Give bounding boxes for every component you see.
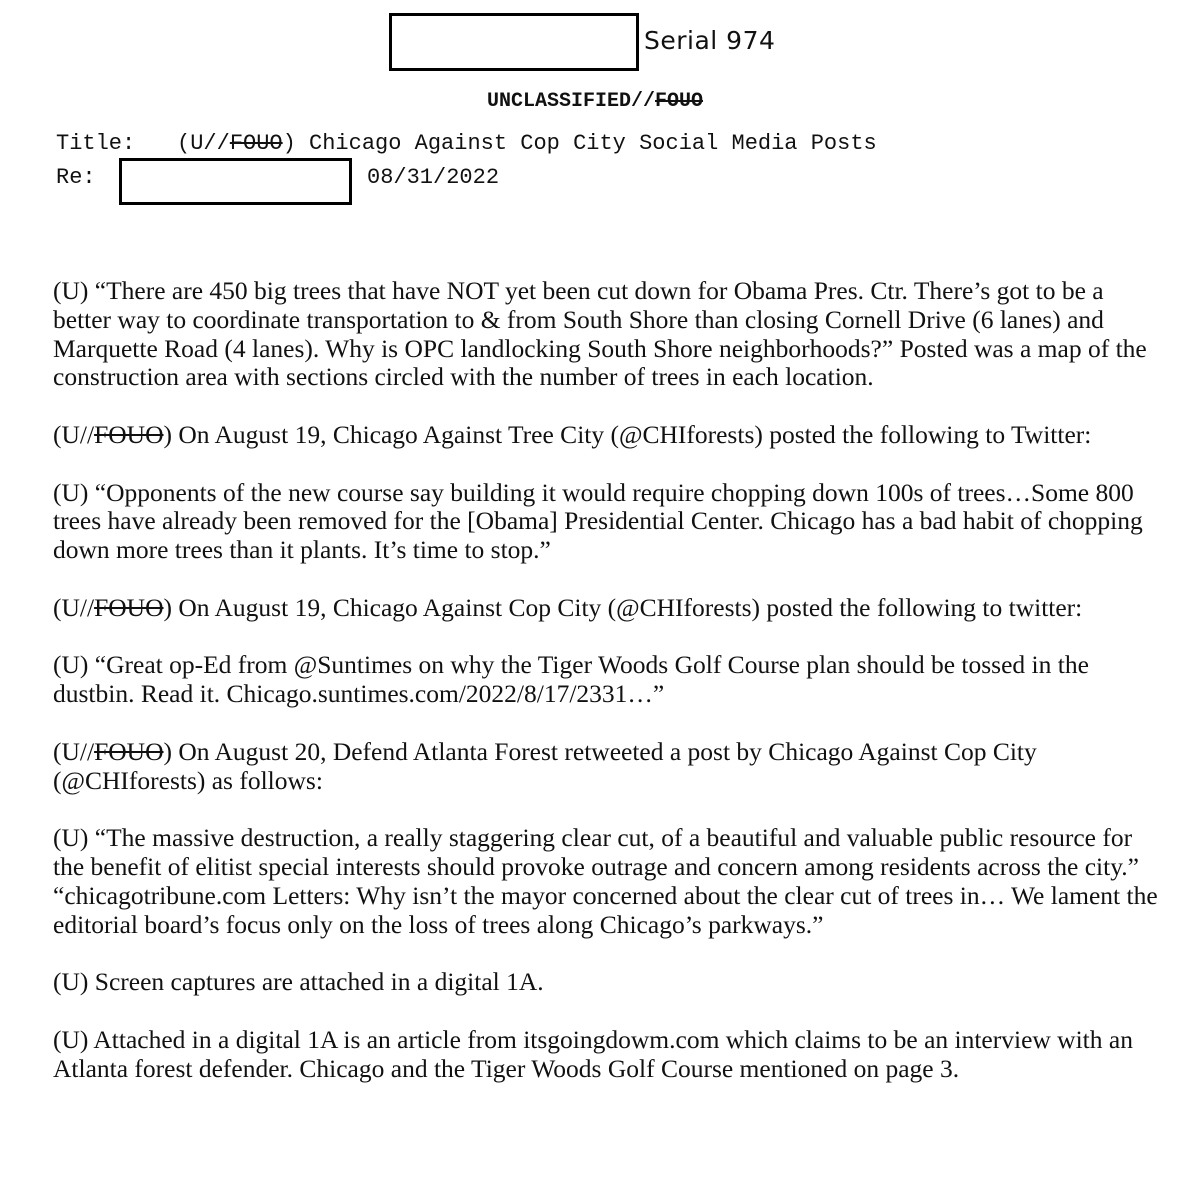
title-prefix: (U// — [177, 131, 230, 156]
serial-number: Serial 974 — [644, 26, 776, 55]
document-body — [53, 277, 1158, 1112]
paragraph-struck-marking: FOUO — [94, 736, 164, 766]
paragraph-text: “Great op-Ed from @Suntimes on why the Tiger Woods Golf Course plan should be tossed in the dustbin. Read it. Chicago.suntimes.com/2022/8/17/2331…” — [53, 650, 1089, 709]
classification-marking — [0, 90, 1180, 113]
paragraph — [53, 1026, 1158, 1084]
paragraph-marking: (U) — [53, 967, 95, 997]
classification-struck-text: FOUO — [655, 90, 704, 113]
paragraph-text: “There are 450 big trees that have NOT yet been cut down for Obama Pres. Ctr. There’s got to be a better way to coordinate transportation to & from South Shore than closing Cornell Drive (6 lanes) and Marquette Road (4 lanes). Why is OPC landlocking South Shore neighborhoods?” Posted was a map of the construction area with sections circled with the number of trees in each location. — [53, 276, 1147, 392]
classification-text: UNCLASSIFIED// — [486, 90, 655, 113]
title-text: ) Chicago Against Cop City Social Media Posts — [282, 131, 877, 156]
paragraph — [53, 738, 1158, 796]
paragraph-text: “Opponents of the new course say building it would require chopping down 100s of trees…Some 800 trees have already been removed for the [Obama] Presidential Center. Chicago has a bad habit of chopping down more trees than it plants. It’s time to stop.” — [53, 477, 1143, 565]
paragraph-text: Screen captures are attached in a digital 1A. — [94, 967, 544, 997]
paragraph-marking: (U) — [53, 823, 95, 853]
document-title — [177, 131, 877, 156]
paragraph-text: ) On August 20, Defend Atlanta Forest retweeted a post by Chicago Against Cop City (@CHIforests) as follows: — [53, 736, 1037, 795]
paragraph — [53, 421, 1158, 450]
paragraph-marking: (U) — [53, 477, 95, 507]
re-label: Re: — [56, 165, 96, 190]
paragraph — [53, 277, 1158, 392]
paragraph-marking: (U) — [53, 276, 95, 305]
document-date: 08/31/2022 — [367, 165, 500, 190]
redaction-box-serial — [389, 13, 639, 71]
paragraph-marking: (U) — [53, 650, 95, 680]
paragraph — [53, 968, 1158, 997]
paragraph — [53, 479, 1158, 565]
title-struck-marking: FOUO — [229, 131, 283, 156]
paragraph-text: Attached in a digital 1A is an article from itsgoingdowm.com which claims to be an interview with an Atlanta forest defender. Chicago and the Tiger Woods Golf Course mentioned on page 3. — [53, 1024, 1133, 1083]
paragraph-struck-marking: FOUO — [94, 592, 164, 622]
paragraph-text: “The massive destruction, a really staggering clear cut, of a beautiful and valuable public resource for the benefit of elitist special interests should provoke outrage and concern among residents across the city.” “chicagotribune.com Letters: Why isn’t the mayor concerned about the clear cut of trees in… We lament the editorial board’s focus only on the loss of trees along Chicago’s parkways.” — [53, 823, 1158, 939]
paragraph — [53, 651, 1158, 709]
paragraph-marking: (U// — [53, 736, 95, 766]
redaction-box-re — [119, 158, 352, 205]
paragraph-text: ) On August 19, Chicago Against Cop City (@CHIforests) posted the following to twitter: — [163, 592, 1083, 622]
paragraph — [53, 594, 1158, 623]
paragraph-marking: (U// — [53, 419, 95, 449]
paragraph-marking: (U) — [53, 1024, 94, 1054]
title-label: Title: — [56, 131, 136, 156]
paragraph-marking: (U// — [53, 592, 95, 622]
paragraph-struck-marking: FOUO — [94, 419, 164, 449]
paragraph-text: ) On August 19, Chicago Against Tree City (@CHIforests) posted the following to Twitter: — [163, 419, 1092, 449]
paragraph — [53, 824, 1158, 939]
